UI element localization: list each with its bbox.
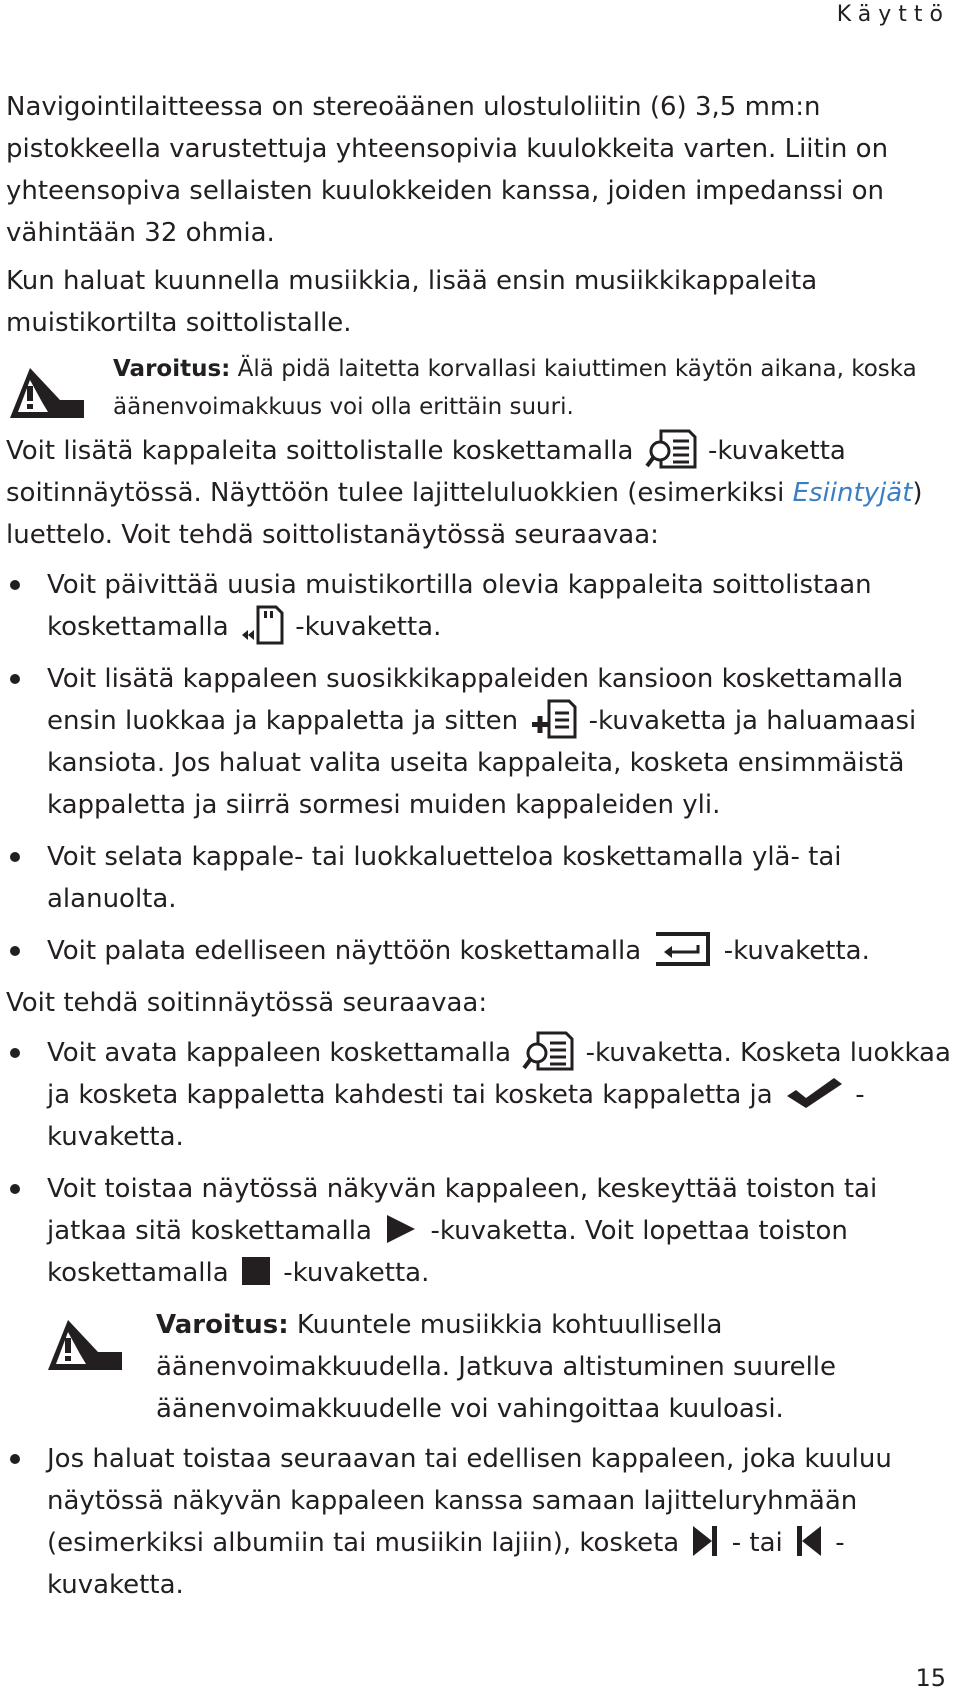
text-segment: - tai bbox=[723, 1528, 791, 1558]
text-segment: Voit päivittää uusia muistikortilla olevia kappaleita soittolistaan koskettamalla bbox=[47, 570, 872, 642]
category-link-artists: Esiintyjät bbox=[792, 478, 913, 508]
list-item bbox=[6, 1032, 956, 1158]
player-actions-list bbox=[6, 1032, 956, 1294]
text-segment: Jos haluat toistaa seuraavan tai edellisen kappaleen, joka kuuluu näytössä näkyvän kappaleen kanssa samaan lajitteluryhmään (esimerkiksi albumiin tai musiikin lajiin), kosketa bbox=[47, 1444, 892, 1558]
checkmark-icon bbox=[784, 1076, 844, 1110]
text-segment: -kuvaketta. bbox=[274, 1258, 430, 1288]
text-segment: Voit toistaa näytössä näkyvän kappaleen, keskeyttää toiston tai jatkaa sitä koskettamalla bbox=[47, 1174, 878, 1246]
warning-note bbox=[6, 350, 956, 426]
text-segment: -kuvaketta. Voit lopettaa toiston koskettamalla bbox=[47, 1216, 848, 1288]
paragraph-playlist bbox=[6, 430, 956, 556]
previous-track-icon bbox=[794, 1524, 824, 1558]
list-item bbox=[6, 658, 956, 826]
list-item bbox=[6, 930, 956, 972]
text-segment: Voit avata kappaleen koskettamalla bbox=[47, 1038, 520, 1068]
warning-note bbox=[6, 1304, 956, 1430]
warning-text: Kuuntele musiikkia kohtuullisella äänenvoimakkuudella. Jatkuva altistuminen suurelle äänenvoimakkuudelle voi vahingoittaa kuuloasi. bbox=[156, 1310, 837, 1424]
paragraph-add-music: Kun haluat kuunnella musiikkia, lisää ensin musiikkikappaleita muistikortilta soittolistalle. bbox=[6, 266, 818, 338]
text-segment: Voit lisätä kappaleita soittolistalle koskettamalla bbox=[6, 436, 642, 466]
add-to-favourites-icon bbox=[529, 699, 577, 739]
warning-icon bbox=[8, 366, 88, 422]
paragraph-player-actions: Voit tehdä soitinnäytössä seuraavaa: bbox=[6, 988, 488, 1018]
text-segment: Voit palata edelliseen näyttöön koskettamalla bbox=[47, 936, 650, 966]
list-item bbox=[6, 1438, 956, 1606]
warning-icon bbox=[46, 1318, 126, 1374]
next-track-icon bbox=[690, 1524, 720, 1558]
text-segment: ) luettelo. Voit tehdä soittolistanäytössä seuraavaa: bbox=[6, 478, 923, 550]
text-segment: -kuvaketta. Kosketa luokkaa ja kosketa kappaletta kahdesti tai kosketa kappaletta ja bbox=[47, 1038, 951, 1110]
play-icon bbox=[383, 1213, 419, 1245]
paragraph-headphone-jack: Navigointilaitteessa on stereoäänen ulostuloliitin (6) 3,5 mm:n pistokkeella varustettuja yhteensopivia kuulokkeita varten. Liitin on yhteensopiva sellaisten kuulokkeiden kanssa, joiden impedanssi on vähintään 32 ohmia. bbox=[6, 92, 889, 248]
warning-label: Varoitus: bbox=[156, 1310, 289, 1340]
page-content bbox=[6, 86, 956, 1616]
playlist-search-icon bbox=[645, 429, 697, 469]
stop-icon bbox=[240, 1255, 272, 1287]
page-number: 15 bbox=[915, 1664, 946, 1692]
memory-card-refresh-icon bbox=[240, 605, 284, 645]
list-item bbox=[6, 1168, 956, 1294]
text-segment: -kuvaketta ja haluamaasi kansiota. Jos haluat valita useita kappaleita, kosketa ensimmäistä kappaletta ja siirrä sormesi muiden kappaleiden yli. bbox=[47, 706, 917, 820]
text-segment: Voit lisätä kappaleen suosikkikappaleiden kansioon koskettamalla ensin luokkaa ja kappaletta ja sitten bbox=[47, 664, 904, 736]
playlist-actions-list bbox=[6, 564, 956, 972]
open-track-icon bbox=[522, 1031, 574, 1071]
warning-label: Varoitus: bbox=[113, 356, 231, 382]
text-segment: -kuvaketta. bbox=[47, 1080, 865, 1152]
player-actions-list-continued bbox=[6, 1438, 956, 1606]
running-header: Käyttö bbox=[836, 2, 950, 27]
list-item: Voit selata kappale- tai luokkaluetteloa koskettamalla ylä- tai alanuolta. bbox=[6, 836, 956, 920]
text-segment: -kuvaketta. bbox=[47, 1528, 845, 1600]
text-segment: -kuvaketta soitinnäytössä. Näyttöön tulee lajitteluluokkien (esimerkiksi bbox=[6, 436, 846, 508]
text-segment: -kuvaketta. bbox=[715, 936, 870, 966]
back-icon bbox=[652, 930, 712, 968]
warning-text: Älä pidä laitetta korvallasi kaiuttimen käytön aikana, koska äänenvoimakkuus voi olla erittäin suuri. bbox=[113, 356, 917, 420]
list-item bbox=[6, 564, 956, 648]
text-segment: -kuvaketta. bbox=[286, 612, 442, 642]
